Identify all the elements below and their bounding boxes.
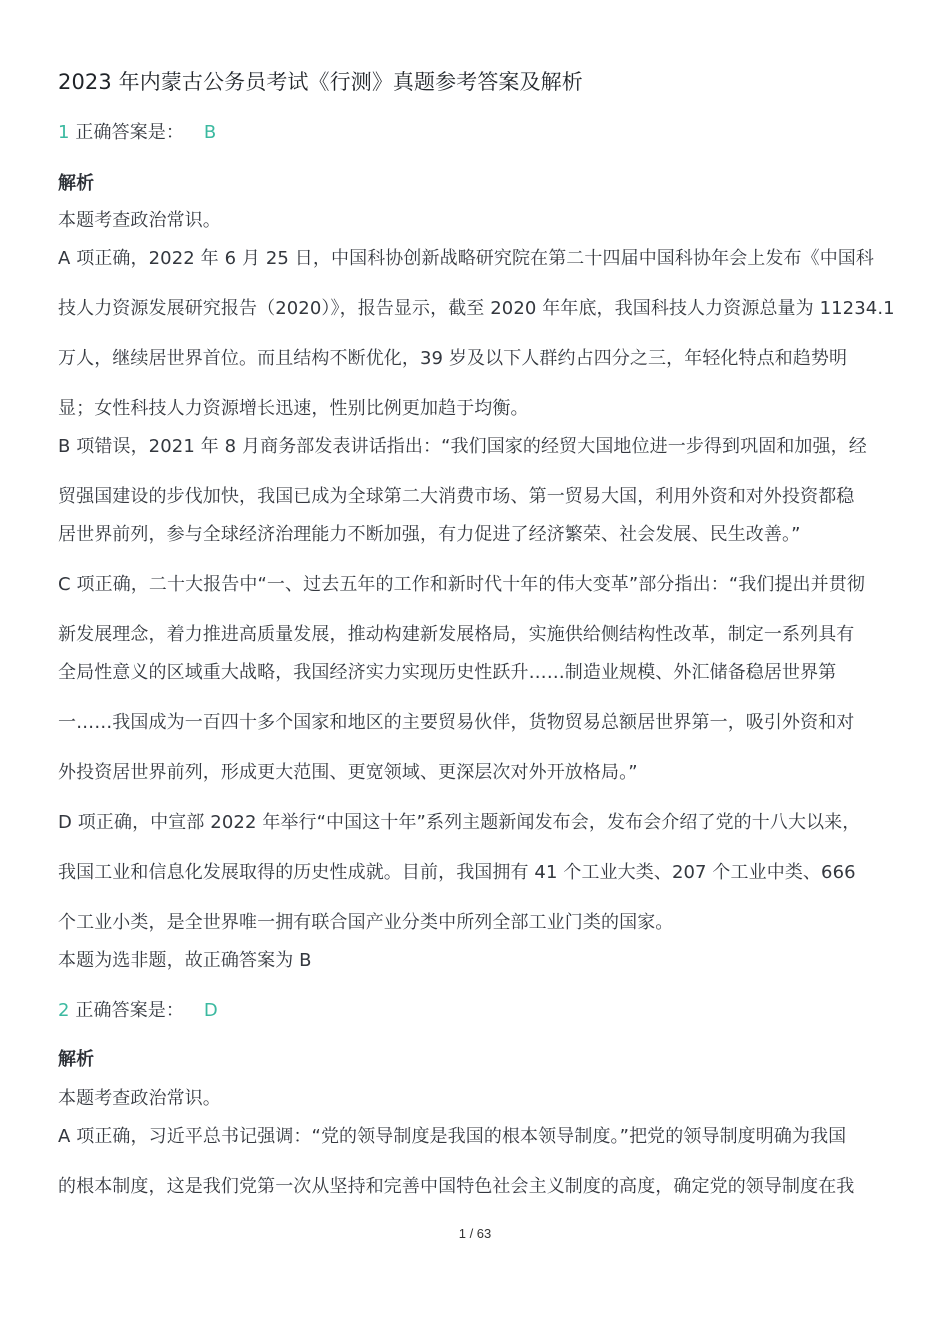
analysis-line: 一……我国成为一百四十多个国家和地区的主要贸易伙伴，货物贸易总额居世界第一，吸引外资和对: [58, 712, 855, 733]
analysis-line: 的根本制度，这是我们党第一次从坚持和完善中国特色社会主义制度的高度，确定党的领导制度在我: [58, 1176, 855, 1197]
question-2-header: [58, 999, 218, 1023]
analysis-line: C 项正确，二十大报告中“一、过去五年的工作和新时代十年的伟大变革”部分指出：“我们提出并贯彻: [58, 574, 865, 595]
answer-label: 正确答案是：: [75, 122, 184, 143]
analysis-heading: 解析: [58, 173, 95, 194]
analysis-line: D 项正确，中宣部 2022 年举行“中国这十年”系列主题新闻发布会，发布会介绍了党的十八大以来，: [58, 812, 861, 833]
analysis-line: 本题考查政治常识。: [58, 1088, 221, 1109]
analysis-line: 贸强国建设的步伐加快，我国已成为全球第二大消费市场、第一贸易大国，利用外资和对外投资都稳: [58, 486, 855, 507]
analysis-line: 本题为选非题，故正确答案为 B: [58, 950, 312, 971]
analysis-line: 万人，继续居世界首位。而且结构不断优化，39 岁及以下人群约占四分之三，年轻化特点和趋势明: [58, 348, 848, 369]
question-number: 2: [58, 1000, 70, 1021]
analysis-line: 我国工业和信息化发展取得的历史性成就。目前，我国拥有 41 个工业大类、207 个工业中类、666: [58, 862, 856, 883]
analysis-line: 本题考查政治常识。: [58, 210, 221, 231]
analysis-heading: 解析: [58, 1049, 95, 1070]
analysis-line: A 项正确，习近平总书记强调：“党的领导制度是我国的根本领导制度。”把党的领导制度明确为我国: [58, 1126, 847, 1147]
analysis-line: 个工业小类，是全世界唯一拥有联合国产业分类中所列全部工业门类的国家。: [58, 912, 674, 933]
analysis-line: 新发展理念，着力推进高质量发展，推动构建新发展格局，实施供给侧结构性改革，制定一系列具有: [58, 624, 855, 645]
question-1-header: [58, 121, 216, 145]
analysis-line: 居世界前列，参与全球经济治理能力不断加强，有力促进了经济繁荣、社会发展、民生改善。”: [58, 524, 801, 545]
question-number: 1: [58, 122, 70, 143]
analysis-line: 外投资居世界前列，形成更大范围、更宽领域、更深层次对外开放格局。”: [58, 762, 638, 783]
correct-answer: B: [203, 122, 217, 143]
analysis-line: 全局性意义的区域重大战略，我国经济实力实现历史性跃升……制造业规模、外汇储备稳居世界第: [58, 662, 837, 683]
analysis-line: 显；女性科技人力资源增长迅速，性别比例更加趋于均衡。: [58, 398, 529, 419]
correct-answer: D: [203, 1000, 218, 1021]
answer-label: 正确答案是：: [75, 1000, 184, 1021]
document-title: 2023 年内蒙古公务员考试《行测》真题参考答案及解析: [58, 70, 583, 94]
page-indicator: 1 / 63: [458, 1226, 492, 1241]
analysis-line: B 项错误，2021 年 8 月商务部发表讲话指出：“我们国家的经贸大国地位进一步得到巩固和加强，经: [58, 436, 867, 457]
analysis-line: 技人力资源发展研究报告（2020）》，报告显示，截至 2020 年年底，我国科技人力资源总量为 11234.1: [58, 298, 895, 319]
analysis-line: A 项正确，2022 年 6 月 25 日，中国科协创新战略研究院在第二十四届中国科协年会上发布《中国科: [58, 248, 875, 269]
